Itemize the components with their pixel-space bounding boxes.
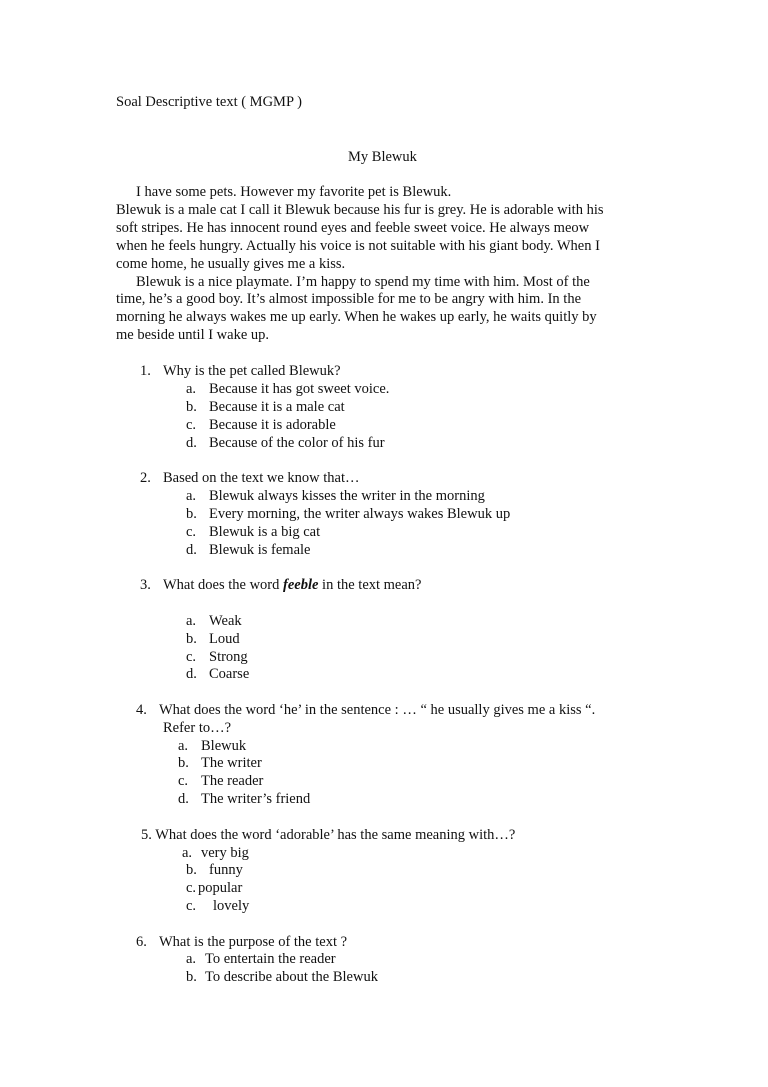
option-letter: a. [182,845,193,861]
passage-line: Blewuk is a nice playmate. I’m happy to spend my time with him. Most of the [136,274,590,290]
question-number: 1. [140,363,151,379]
option-letter: c. [186,898,197,914]
option-text: To describe about the Blewuk [205,969,378,985]
question-text: Why is the pet called Blewuk? [163,363,341,379]
option-letter: c. [186,649,197,665]
option-text: popular [198,880,243,896]
option-letter: d. [186,435,197,451]
document-header: Soal Descriptive text ( MGMP ) [116,94,302,110]
option-letter: c. [186,880,197,896]
passage-line: when he feels hungry. Actually his voice is not suitable with his giant body. When I [116,238,600,254]
option-letter: d. [178,791,189,807]
option-text: Blewuk is female [209,542,311,558]
question-text-continued: Refer to…? [163,720,232,736]
option-letter: c. [178,773,189,789]
option-text: Because it is a male cat [209,399,345,415]
option-letter: a. [178,738,189,754]
option-text: To entertain the reader [205,951,336,967]
option-letter: d. [186,542,197,558]
option-text: Blewuk is a big cat [209,524,321,540]
option-letter: b. [178,755,189,771]
question-text [163,576,422,594]
passage-line: Blewuk is a male cat I call it Blewuk because his fur is grey. He is adorable with his [116,202,604,218]
question-text: What is the purpose of the text ? [159,934,348,950]
option-text: Weak [209,613,242,629]
option-letter: a. [186,951,197,967]
question-number: 4. [136,702,147,718]
passage-title: My Blewuk [348,149,417,165]
option-letter: b. [186,969,197,985]
option-letter: b. [186,862,197,878]
option-text: Strong [209,649,248,665]
option-letter: a. [186,488,197,504]
option-text: The writer’s friend [201,791,311,807]
passage-line: time, he’s a good boy. It’s almost impossible for me to be angry with him. In the [116,291,582,307]
question-number: 3. [140,577,151,593]
option-letter: b. [186,399,197,415]
option-letter: b. [186,506,197,522]
emphasized-word: feeble [283,577,319,593]
option-text: lovely [213,898,250,914]
option-text: Because it has got sweet voice. [209,381,390,397]
option-text: Because it is adorable [209,417,336,433]
option-letter: c. [186,417,197,433]
option-text: very big [201,845,249,861]
question-number: 2. [140,470,151,486]
passage-line: morning he always wakes me up early. When he wakes up early, he waits quitly by [116,309,597,325]
option-letter: a. [186,613,197,629]
option-text: The reader [201,773,264,789]
passage-line: me beside until I wake up. [116,327,270,343]
option-text: Blewuk always kisses the writer in the morning [209,488,485,504]
option-letter: c. [186,524,197,540]
option-text: The writer [201,755,262,771]
question-text: 5. What does the word ‘adorable’ has the same meaning with…? [141,827,516,843]
question-text-before: What does the word [163,577,283,593]
question-text: Based on the text we know that… [163,470,360,486]
passage-line: I have some pets. However my favorite pet is Blewuk. [136,184,452,200]
passage-line: soft stripes. He has innocent round eyes and feeble sweet voice. He always meow [116,220,590,236]
option-text: Loud [209,631,240,647]
question-text: What does the word ‘he’ in the sentence : … “ he usually gives me a kiss “. [159,702,596,718]
option-letter: b. [186,631,197,647]
option-text: Because of the color of his fur [209,435,385,451]
question-number: 6. [136,934,147,950]
question-text-after: in the text mean? [318,577,422,593]
option-text: Coarse [209,666,250,682]
passage-line: come home, he usually gives me a kiss. [116,256,346,272]
option-text: Every morning, the writer always wakes Blewuk up [209,506,511,522]
option-letter: d. [186,666,197,682]
option-text: Blewuk [201,738,247,754]
option-text: funny [209,862,243,878]
option-letter: a. [186,381,197,397]
